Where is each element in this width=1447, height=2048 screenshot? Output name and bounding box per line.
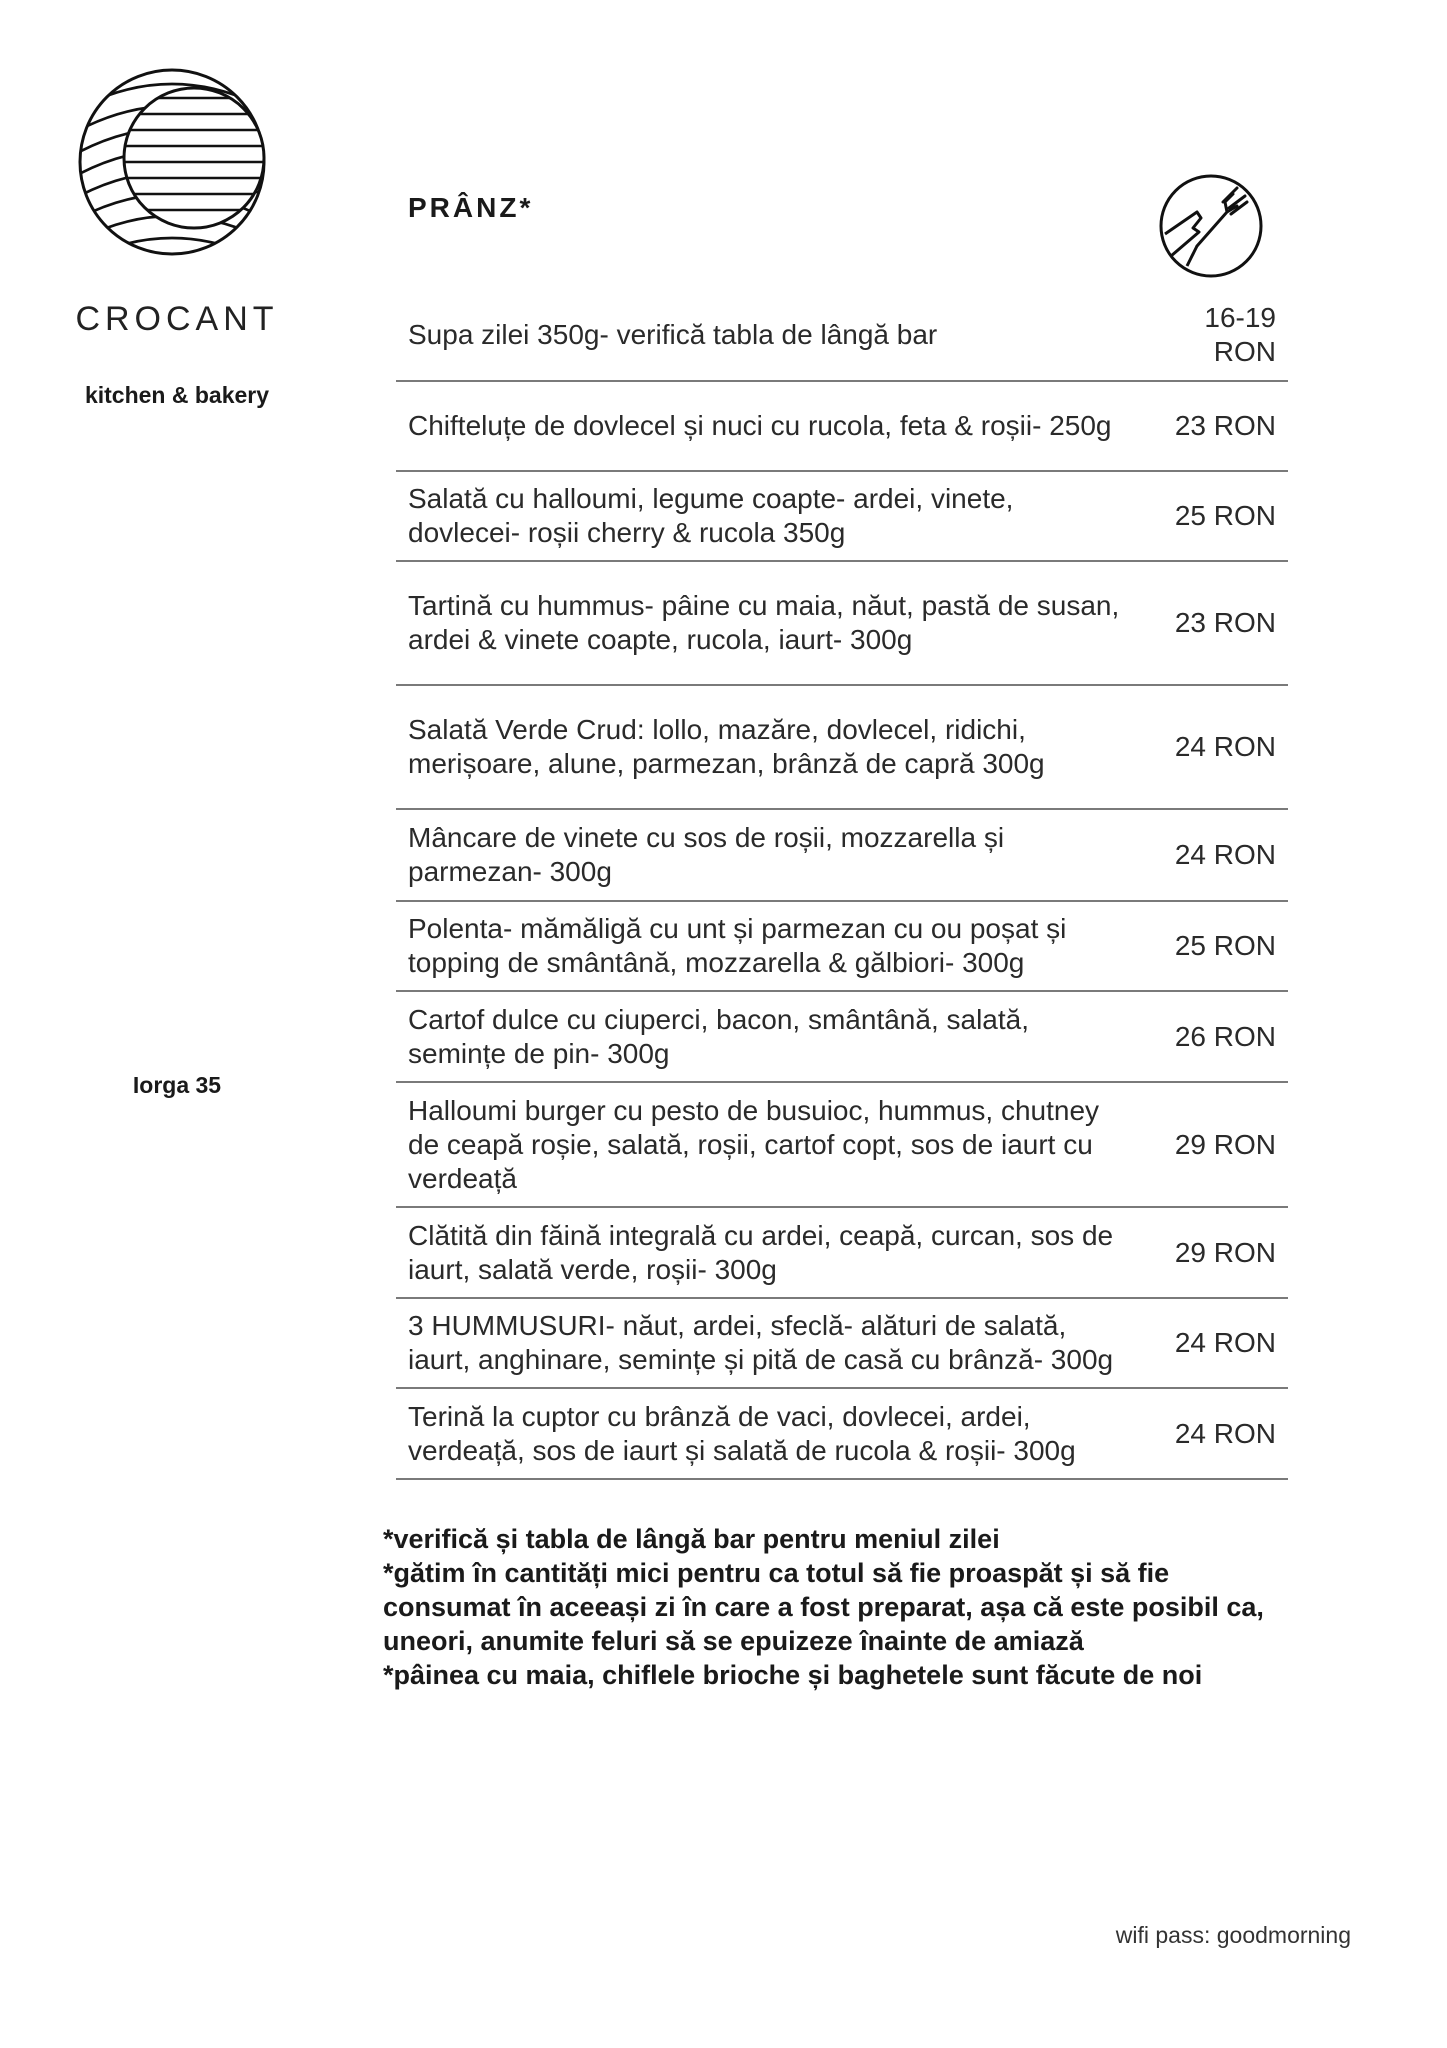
menu-item-name: Chifteluțe de dovlecel și nuci cu rucola, feta & roșii- 250g [408,410,1112,441]
menu-item [396,1389,1288,1480]
menu-item-name: Halloumi burger cu pesto de busuioc, hummus, chutney de ceapă roșie, salată, roșii, cartof copt, sos de iaurt cu verdeață [408,1094,1100,1194]
brand-name: CROCANT [75,300,279,338]
menu-item [396,1083,1288,1208]
wifi-password: wifi pass: goodmorning [1115,1922,1351,1948]
menu-item-price: 24 RON [1174,839,1276,870]
menu-item [396,382,1288,472]
menu-item-price: 24 RON [1174,1417,1276,1449]
menu-item-name: Cartof dulce cu ciuperci, bacon, smântână, salată, semințe de pin- 300g [408,1003,1030,1069]
menu-item-price: 25 RON [1174,930,1276,961]
menu-item [396,290,1288,382]
plate-fork-knife-icon [1157,172,1265,280]
menu-item [396,810,1288,902]
menu-item [396,902,1288,992]
note-homemade-bread: *pâinea cu maia, chiflele brioche și baghetele sunt făcute de noi [383,1660,1203,1690]
menu-item-name: Clătită din făină integrală cu ardei, ceapă, curcan, sos de iaurt, salată verde, roșii- 300g [408,1219,1114,1285]
menu-item-price: 29 RON [1174,1236,1276,1268]
menu-item [396,1208,1288,1299]
note-daily-menu: *verifică și tabla de lângă bar pentru meniul zilei [383,1524,1000,1554]
menu-item-name: Terină la cuptor cu brânză de vaci, dovlecei, ardei, verdeață, sos de iaurt și salată de rucola & roșii- 300g [408,1400,1076,1466]
menu-item-name: Mâncare de vinete cu sos de roșii, mozzarella și parmezan- 300g [408,822,1005,887]
menu-item-price: 24 RON [1174,1327,1276,1358]
menu-item-name: Polenta- mămăligă cu unt și parmezan cu ou poșat și topping de smântână, mozzarella & gălbiori- 300g [408,913,1067,978]
menu-item-price: 16-19 RON [1204,302,1276,367]
menu-item-price: 23 RON [1174,607,1276,638]
menu-item-price: 23 RON [1174,410,1276,441]
menu-item-name: 3 HUMMUSURI- năut, ardei, sfeclă- alături de salată, iaurt, anghinare, semințe și pită de casă cu brânză- 300g [408,1310,1114,1375]
menu-list [396,290,1288,1480]
menu-notes [383,1522,1283,1692]
menu-item-name: Tartină cu hummus- pâine cu maia, năut, pastă de susan, ardei & vinete coapte, rucola, iaurt- 300g [408,590,1120,655]
section-title: PRÂNZ* [408,192,534,223]
menu-item [396,686,1288,810]
menu-item-price: 24 RON [1174,731,1276,762]
menu-item [396,1299,1288,1389]
restaurant-address: Iorga 35 [132,1072,222,1098]
note-small-quantities: *gătim în cantități mici pentru ca totul să fie proaspăt și să fie consumat în aceeași zi în care a fost preparat, așa că este posibil ca, uneori, anumite feluri să se epuizeze înainte de amiază [383,1558,1264,1656]
menu-item-name: Salată cu halloumi, legume coapte- ardei, vinete, dovlecei- roșii cherry & rucola 350g [408,483,1014,548]
brand-tagline: kitchen & bakery [84,382,270,408]
menu-item-name: Supa zilei 350g- verifică tabla de lângă bar [408,319,938,350]
menu-item-price: 25 RON [1174,500,1276,531]
crescent-lines-logo-icon [72,62,272,262]
menu-item [396,992,1288,1083]
menu-item-price: 26 RON [1174,1020,1276,1052]
menu-item-price: 29 RON [1174,1128,1276,1160]
menu-item [396,562,1288,686]
menu-item-name: Salată Verde Crud: lollo, mazăre, dovlecel, ridichi, merișoare, alune, parmezan, brânză de capră 300g [408,714,1045,779]
menu-item [396,472,1288,562]
